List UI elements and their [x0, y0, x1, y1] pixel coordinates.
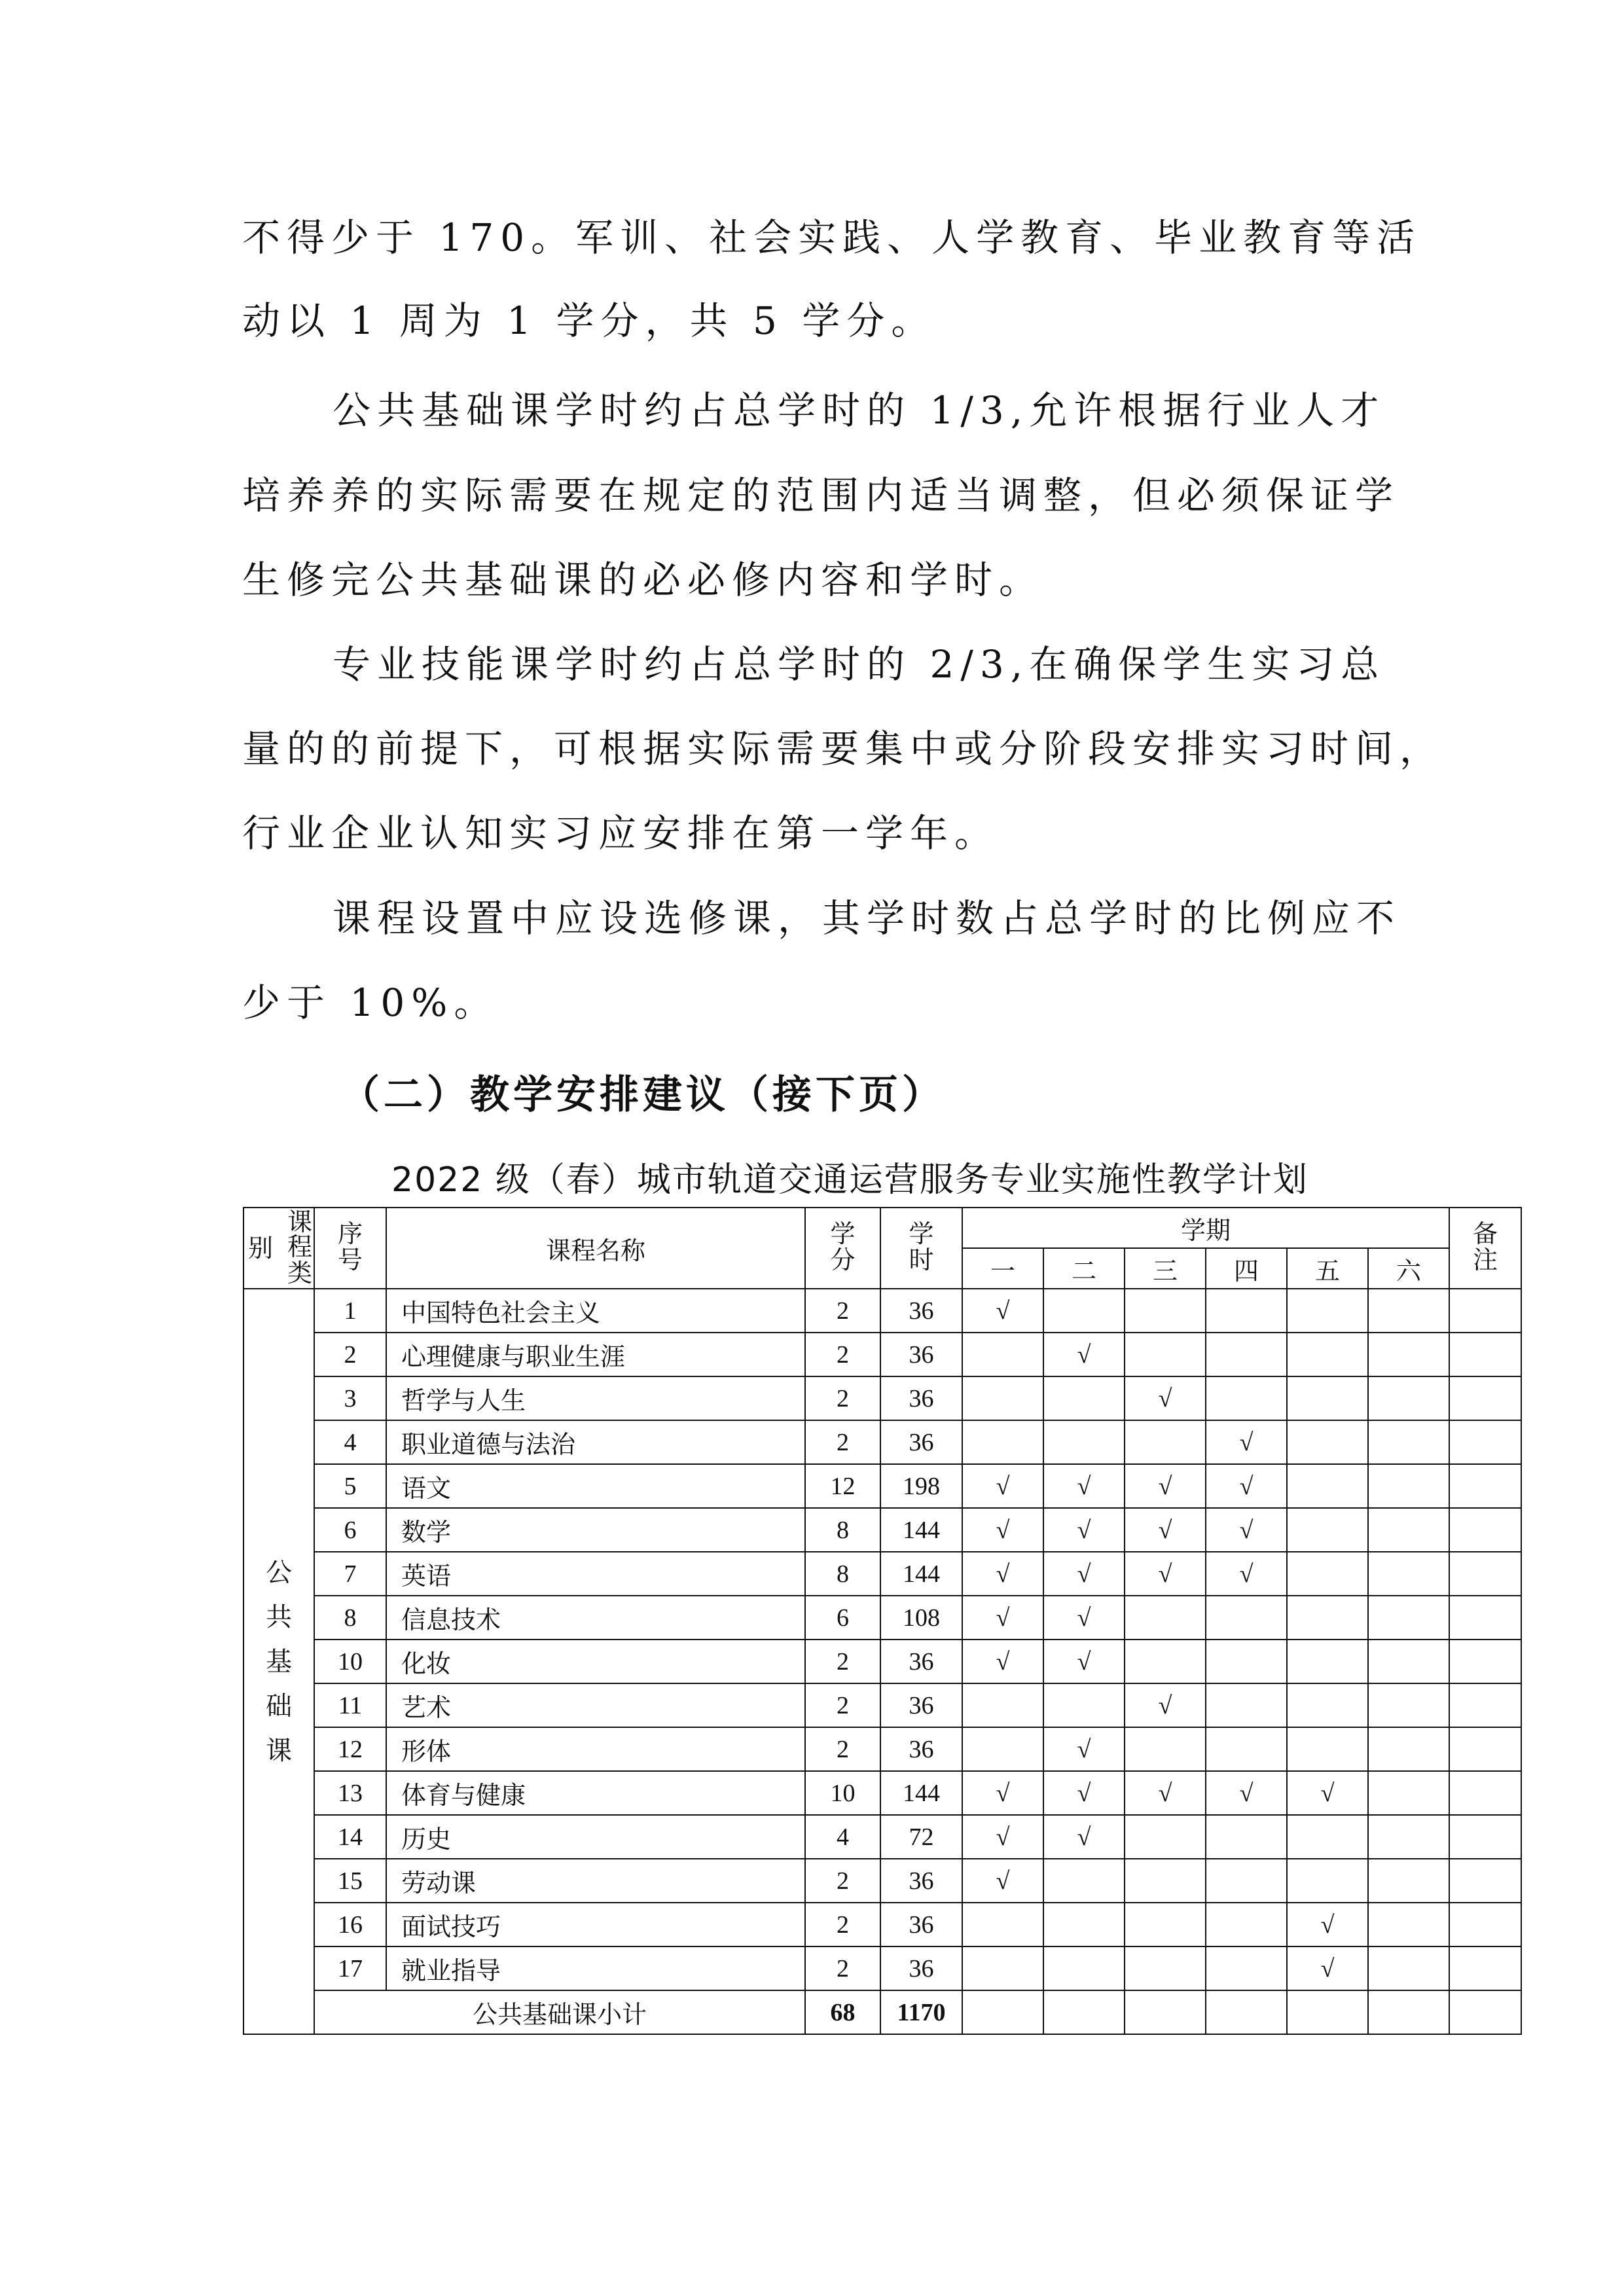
- row-credit: 2: [805, 1727, 880, 1771]
- row-remark: [1449, 1464, 1521, 1508]
- row-remark: [1449, 1333, 1521, 1376]
- header-category-top: 课: [287, 1209, 313, 1236]
- table-title: 2022 级（春）城市轨道交通运营服务专业实施性教学计划: [391, 1160, 1308, 1200]
- semester-1-check: √: [962, 1771, 1043, 1815]
- row-credit: 2: [805, 1420, 880, 1464]
- semester-1-cell: [962, 1333, 1043, 1376]
- header-category-right: 类: [287, 1260, 313, 1287]
- header-course-name: 课程名称: [386, 1208, 805, 1289]
- semester-4-cell: [1206, 1683, 1287, 1727]
- semester-2-cell: [1043, 1289, 1125, 1333]
- semester-5-cell: [1287, 1727, 1368, 1771]
- semester-6-cell: [1368, 1727, 1449, 1771]
- semester-5-cell: [1287, 1859, 1368, 1903]
- semester-3-cell: [1125, 1727, 1206, 1771]
- semester-1-check: √: [962, 1815, 1043, 1859]
- row-credit: 2: [805, 1683, 880, 1727]
- semester-2-cell: [1043, 1376, 1125, 1420]
- semester-1-check: √: [962, 1640, 1043, 1683]
- row-course-name: 哲学与人生: [386, 1376, 805, 1420]
- header-credit: 学 分: [805, 1208, 880, 1289]
- header-semester: 学期: [962, 1208, 1449, 1248]
- semester-4-cell: [1206, 1946, 1287, 1990]
- row-credit: 8: [805, 1552, 880, 1596]
- category-char: 课: [266, 1735, 292, 1765]
- row-course-name: 化妆: [386, 1640, 805, 1683]
- subtotal-semester-3-cell: [1125, 1990, 1206, 2034]
- semester-2-check: √: [1043, 1596, 1125, 1640]
- row-course-name: 劳动课: [386, 1859, 805, 1903]
- row-remark: [1449, 1376, 1521, 1420]
- header-semester-2: 二: [1043, 1248, 1125, 1289]
- header-hours: 学 时: [880, 1208, 962, 1289]
- semester-1-cell: [962, 1420, 1043, 1464]
- semester-6-cell: [1368, 1815, 1449, 1859]
- semester-1-check: √: [962, 1552, 1043, 1596]
- semester-2-cell: [1043, 1903, 1125, 1946]
- paragraph-line-7: 量的的前提下，可根据实际需要集中或分阶段安排实习时间，: [242, 726, 1445, 771]
- semester-5-check: √: [1287, 1946, 1368, 1990]
- category-char: 共: [266, 1602, 292, 1632]
- table-row: [244, 1640, 1521, 1683]
- row-seq: 6: [314, 1508, 386, 1552]
- row-seq: 2: [314, 1333, 386, 1376]
- row-seq: 14: [314, 1815, 386, 1859]
- row-remark: [1449, 1946, 1521, 1990]
- row-hours: 36: [880, 1946, 962, 1990]
- subtotal-credit: 68: [805, 1990, 880, 2034]
- subtotal-label: 公共基础课小计: [314, 1990, 805, 2034]
- semester-5-cell: [1287, 1289, 1368, 1333]
- paragraph-line-10: 少于 10%。: [242, 980, 499, 1025]
- row-credit: 2: [805, 1376, 880, 1420]
- semester-5-cell: [1287, 1640, 1368, 1683]
- row-remark: [1449, 1771, 1521, 1815]
- semester-1-check: √: [962, 1508, 1043, 1552]
- semester-5-cell: [1287, 1815, 1368, 1859]
- row-hours: 36: [880, 1640, 962, 1683]
- row-seq: 5: [314, 1464, 386, 1508]
- table-row: [244, 1596, 1521, 1640]
- subtotal-remark: [1449, 1990, 1521, 2034]
- row-seq: 17: [314, 1946, 386, 1990]
- row-hours: 36: [880, 1420, 962, 1464]
- semester-2-cell: [1043, 1859, 1125, 1903]
- paragraph-line-1: 不得少于 170。军训、社会实践、人学教育、毕业教育等活: [242, 215, 1422, 260]
- semester-6-cell: [1368, 1333, 1449, 1376]
- semester-5-cell: [1287, 1464, 1368, 1508]
- row-hours: 36: [880, 1683, 962, 1727]
- row-credit: 2: [805, 1640, 880, 1683]
- semester-1-check: √: [962, 1464, 1043, 1508]
- row-remark: [1449, 1859, 1521, 1903]
- row-hours: 72: [880, 1815, 962, 1859]
- header-category: [244, 1208, 314, 1289]
- row-seq: 3: [314, 1376, 386, 1420]
- semester-3-cell: [1125, 1859, 1206, 1903]
- semester-3-check: √: [1125, 1552, 1206, 1596]
- row-course-name: 语文: [386, 1464, 805, 1508]
- semester-5-cell: [1287, 1376, 1368, 1420]
- row-seq: 1: [314, 1289, 386, 1333]
- row-course-name: 中国特色社会主义: [386, 1289, 805, 1333]
- row-hours: 108: [880, 1596, 962, 1640]
- section-heading: （二）教学安排建议（接下页）: [340, 1072, 945, 1118]
- semester-5-cell: [1287, 1683, 1368, 1727]
- row-hours: 36: [880, 1859, 962, 1903]
- semester-2-cell: [1043, 1683, 1125, 1727]
- table-row: [244, 1333, 1521, 1376]
- row-hours: 36: [880, 1727, 962, 1771]
- semester-6-cell: [1368, 1859, 1449, 1903]
- semester-3-check: √: [1125, 1771, 1206, 1815]
- semester-3-cell: [1125, 1596, 1206, 1640]
- row-seq: 10: [314, 1640, 386, 1683]
- semester-2-check: √: [1043, 1508, 1125, 1552]
- semester-2-check: √: [1043, 1815, 1125, 1859]
- header-category-left: 别: [248, 1235, 274, 1263]
- semester-3-cell: [1125, 1333, 1206, 1376]
- paragraph-line-4: 培养养的实际需要在规定的范围内适当调整，但必须保证学: [242, 473, 1400, 518]
- row-seq: 4: [314, 1420, 386, 1464]
- semester-5-cell: [1287, 1333, 1368, 1376]
- table-row: [244, 1683, 1521, 1727]
- semester-1-cell: [962, 1903, 1043, 1946]
- subtotal-semester-5-cell: [1287, 1990, 1368, 2034]
- semester-6-cell: [1368, 1903, 1449, 1946]
- row-seq: 8: [314, 1596, 386, 1640]
- semester-5-cell: [1287, 1552, 1368, 1596]
- row-credit: 12: [805, 1464, 880, 1508]
- table-body: [244, 1289, 1521, 2034]
- table-row: [244, 1771, 1521, 1815]
- paragraph-line-9: 课程设置中应设选修课，其学时数占总学时的比例应不: [333, 896, 1401, 941]
- row-seq: 16: [314, 1903, 386, 1946]
- header-seq: 序 号: [314, 1208, 386, 1289]
- header-remark: 备 注: [1449, 1208, 1521, 1289]
- semester-5-check: √: [1287, 1771, 1368, 1815]
- subtotal-semester-1-cell: [962, 1990, 1043, 2034]
- semester-2-check: √: [1043, 1333, 1125, 1376]
- category-char: 础: [266, 1691, 292, 1721]
- category-char: 基: [266, 1646, 292, 1676]
- semester-6-cell: [1368, 1946, 1449, 1990]
- semester-3-cell: [1125, 1420, 1206, 1464]
- paragraph-line-6: 专业技能课学时约占总学时的 2/3,在确保学生实习总: [333, 642, 1386, 687]
- paragraph-line-5: 生修完公共基础课的必必修内容和学时。: [242, 558, 1044, 602]
- semester-6-cell: [1368, 1464, 1449, 1508]
- row-hours: 144: [880, 1552, 962, 1596]
- row-hours: 198: [880, 1464, 962, 1508]
- row-course-name: 形体: [386, 1727, 805, 1771]
- row-hours: 144: [880, 1508, 962, 1552]
- row-credit: 8: [805, 1508, 880, 1552]
- header-semester-4: 四: [1206, 1248, 1287, 1289]
- semester-3-cell: [1125, 1946, 1206, 1990]
- row-course-name: 就业指导: [386, 1946, 805, 1990]
- semester-1-cell: [962, 1946, 1043, 1990]
- row-hours: 36: [880, 1289, 962, 1333]
- semester-3-check: √: [1125, 1508, 1206, 1552]
- teaching-plan-table: [243, 1207, 1522, 2035]
- row-hours: 36: [880, 1903, 962, 1946]
- row-seq: 12: [314, 1727, 386, 1771]
- row-remark: [1449, 1903, 1521, 1946]
- row-credit: 10: [805, 1771, 880, 1815]
- row-remark: [1449, 1815, 1521, 1859]
- table-row: [244, 1420, 1521, 1464]
- semester-2-check: √: [1043, 1771, 1125, 1815]
- subtotal-semester-2-cell: [1043, 1990, 1125, 2034]
- header-semester-3: 三: [1125, 1248, 1206, 1289]
- subtotal-hours: 1170: [880, 1990, 962, 2034]
- subtotal-row: [244, 1990, 1521, 2034]
- semester-4-check: √: [1206, 1420, 1287, 1464]
- row-seq: 13: [314, 1771, 386, 1815]
- semester-6-cell: [1368, 1771, 1449, 1815]
- semester-4-cell: [1206, 1815, 1287, 1859]
- header-category-mid: 程: [287, 1234, 313, 1261]
- semester-4-cell: [1206, 1289, 1287, 1333]
- header-semester-1: 一: [962, 1248, 1043, 1289]
- row-credit: 2: [805, 1946, 880, 1990]
- table-row: [244, 1859, 1521, 1903]
- table-row: [244, 1508, 1521, 1552]
- semester-4-check: √: [1206, 1464, 1287, 1508]
- row-course-name: 心理健康与职业生涯: [386, 1333, 805, 1376]
- semester-6-cell: [1368, 1552, 1449, 1596]
- semester-2-check: √: [1043, 1552, 1125, 1596]
- semester-1-check: √: [962, 1859, 1043, 1903]
- row-remark: [1449, 1596, 1521, 1640]
- semester-1-cell: [962, 1727, 1043, 1771]
- semester-2-cell: [1043, 1420, 1125, 1464]
- semester-4-cell: [1206, 1903, 1287, 1946]
- row-course-name: 信息技术: [386, 1596, 805, 1640]
- semester-4-cell: [1206, 1333, 1287, 1376]
- row-credit: 2: [805, 1859, 880, 1903]
- table-row: [244, 1946, 1521, 1990]
- semester-1-check: √: [962, 1289, 1043, 1333]
- semester-3-cell: [1125, 1640, 1206, 1683]
- semester-4-cell: [1206, 1640, 1287, 1683]
- row-remark: [1449, 1727, 1521, 1771]
- table-row: [244, 1903, 1521, 1946]
- header-semester-5: 五: [1287, 1248, 1368, 1289]
- semester-4-check: √: [1206, 1508, 1287, 1552]
- table-row: [244, 1464, 1521, 1508]
- row-credit: 6: [805, 1596, 880, 1640]
- semester-2-check: √: [1043, 1640, 1125, 1683]
- semester-2-check: √: [1043, 1464, 1125, 1508]
- semester-3-check: √: [1125, 1683, 1206, 1727]
- row-course-name: 数学: [386, 1508, 805, 1552]
- table-row: [244, 1552, 1521, 1596]
- row-hours: 144: [880, 1771, 962, 1815]
- row-remark: [1449, 1420, 1521, 1464]
- semester-6-cell: [1368, 1596, 1449, 1640]
- table-row: [244, 1289, 1521, 1333]
- subtotal-semester-6-cell: [1368, 1990, 1449, 2034]
- semester-3-cell: [1125, 1903, 1206, 1946]
- semester-6-cell: [1368, 1683, 1449, 1727]
- semester-5-cell: [1287, 1508, 1368, 1552]
- semester-3-cell: [1125, 1815, 1206, 1859]
- semester-5-cell: [1287, 1420, 1368, 1464]
- semester-2-cell: [1043, 1946, 1125, 1990]
- semester-6-cell: [1368, 1420, 1449, 1464]
- paragraph-line-8: 行业企业认知实习应安排在第一学年。: [242, 811, 1000, 855]
- row-seq: 7: [314, 1552, 386, 1596]
- semester-1-cell: [962, 1376, 1043, 1420]
- semester-3-cell: [1125, 1289, 1206, 1333]
- semester-4-check: √: [1206, 1552, 1287, 1596]
- row-course-name: 职业道德与法治: [386, 1420, 805, 1464]
- semester-3-check: √: [1125, 1376, 1206, 1420]
- row-course-name: 面试技巧: [386, 1903, 805, 1946]
- table-row: [244, 1376, 1521, 1420]
- semester-2-check: √: [1043, 1727, 1125, 1771]
- row-remark: [1449, 1640, 1521, 1683]
- row-seq: 11: [314, 1683, 386, 1727]
- row-credit: 2: [805, 1903, 880, 1946]
- semester-6-cell: [1368, 1289, 1449, 1333]
- row-remark: [1449, 1289, 1521, 1333]
- row-course-name: 历史: [386, 1815, 805, 1859]
- semester-6-cell: [1368, 1376, 1449, 1420]
- semester-6-cell: [1368, 1640, 1449, 1683]
- semester-3-check: √: [1125, 1464, 1206, 1508]
- semester-4-cell: [1206, 1376, 1287, 1420]
- row-course-name: 体育与健康: [386, 1771, 805, 1815]
- subtotal-semester-4-cell: [1206, 1990, 1287, 2034]
- row-credit: 2: [805, 1289, 880, 1333]
- semester-4-check: √: [1206, 1771, 1287, 1815]
- row-credit: 4: [805, 1815, 880, 1859]
- row-remark: [1449, 1552, 1521, 1596]
- semester-4-cell: [1206, 1596, 1287, 1640]
- row-hours: 36: [880, 1333, 962, 1376]
- row-remark: [1449, 1508, 1521, 1552]
- row-seq: 15: [314, 1859, 386, 1903]
- table-row: [244, 1815, 1521, 1859]
- header-semester-6: 六: [1368, 1248, 1449, 1289]
- semester-1-cell: [962, 1683, 1043, 1727]
- row-credit: 2: [805, 1333, 880, 1376]
- row-course-name: 英语: [386, 1552, 805, 1596]
- row-course-name: 艺术: [386, 1683, 805, 1727]
- table-row: [244, 1727, 1521, 1771]
- category-public-basic: [244, 1289, 314, 2034]
- semester-6-cell: [1368, 1508, 1449, 1552]
- semester-4-cell: [1206, 1859, 1287, 1903]
- paragraph-line-3: 公共基础课学时约占总学时的 1/3,允许根据行业人才: [333, 388, 1386, 433]
- semester-1-check: √: [962, 1596, 1043, 1640]
- semester-5-cell: [1287, 1596, 1368, 1640]
- row-hours: 36: [880, 1376, 962, 1420]
- category-char: 公: [266, 1557, 292, 1587]
- semester-5-check: √: [1287, 1903, 1368, 1946]
- row-remark: [1449, 1683, 1521, 1727]
- semester-4-cell: [1206, 1727, 1287, 1771]
- paragraph-line-2: 动以 1 周为 1 学分，共 5 学分。: [242, 298, 936, 343]
